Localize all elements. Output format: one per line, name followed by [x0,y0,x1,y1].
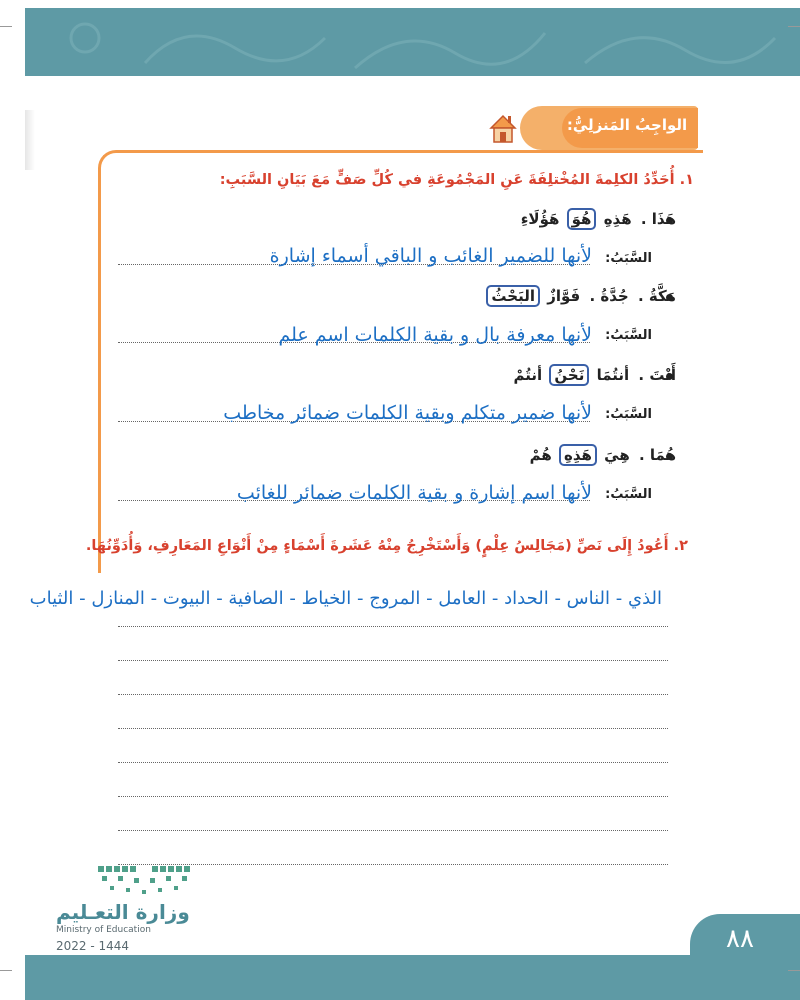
answer-2: لأنها معرفة بال و بقية الكلمات اسم علم [278,324,592,346]
word: هِيَ [604,446,630,464]
selected-word: البَحْثُ [486,285,540,307]
edition-year: 2022 - 1444 [56,939,130,953]
word-row-2 [486,285,678,307]
footer-band [25,955,800,1000]
decorative-pattern [25,8,800,76]
ministry-name-arabic: وزارة التعـليم [56,900,190,924]
word: هَذَا . [640,210,676,228]
reason-label: السَّبَبُ: [605,487,652,502]
word: جُدَّةُ . [589,287,629,305]
word: أنتُمَا [596,366,630,384]
word-row-4 [528,444,678,466]
crop-mark [788,26,800,27]
writing-line [118,626,668,627]
word: فَوَّازٌ [547,287,581,305]
reason-label: السَّبَبُ: [605,328,652,343]
writing-line [118,830,668,831]
answer-1: لأنها للضمير الغائب و الباقي أسماء إشارة [269,245,592,267]
crop-mark [788,970,800,971]
reason-label: السَّبَبُ: [605,251,652,266]
ministry-logo-icon [96,864,192,896]
answer-q2: الذي - الناس - الحداد - العامل - المروج - الخياط - الصافية - البيوت - المنازل - الثياب [29,588,662,609]
writing-line [118,796,668,797]
word: مَكَّةُ . [637,287,676,305]
page-fold-shade [25,110,35,170]
word-row-1 [519,208,678,230]
ministry-name-english: Ministry of Education [56,925,151,935]
reason-label: السَّبَبُ: [605,407,652,422]
selected-word: هَذِهِ [559,444,597,466]
word: هُمْ [529,446,552,464]
answer-3: لأنها ضمير متكلم وبقية الكلمات ضمائر مخاطب [223,402,592,424]
word: أَنْتَ . [638,366,676,384]
page-number: ٨٨ [726,924,754,954]
word: هُمَا . [638,446,676,464]
header-band [25,8,800,76]
question-1-prompt: ١. أُحَدِّدُ الكلِمةَ المُخْتلِفَةَ عَنِ المَجْمُوعَةِ في كُلِّ صَفٍّ مَعَ بَيَانِ السَّبَبِ: [219,172,694,188]
selected-word: هُوَ [567,208,597,230]
homework-title: الواجِبُ المَنزلِيُّ: [566,116,688,134]
word: هَذِهِ [603,210,632,228]
house-icon [488,112,518,144]
word-row-3 [512,364,679,386]
writing-line [118,660,668,661]
writing-line [118,762,668,763]
word: هَؤُلَاءِ [520,210,560,228]
answer-4: لأنها اسم إشارة و بقية الكلمات ضمائر للغائب [236,482,592,504]
writing-line [118,728,668,729]
crop-mark [0,970,12,971]
writing-line [118,694,668,695]
writing-line [118,864,668,865]
crop-mark [0,26,12,27]
word: أنتُمْ [513,366,543,384]
selected-word: نَحْنُ [549,364,589,386]
question-2-prompt: ٢. أَعُودُ إِلَى نَصِّ (مَجَالِسُ عِلْمٍ) وَأَسْتَخْرِجُ مِنْهُ عَشَرةَ أَسْمَاءٍ مِنْ أَنْوَاعِ المَعَارِفِ، وَأُدَوِّنُهَا. [85,538,688,554]
